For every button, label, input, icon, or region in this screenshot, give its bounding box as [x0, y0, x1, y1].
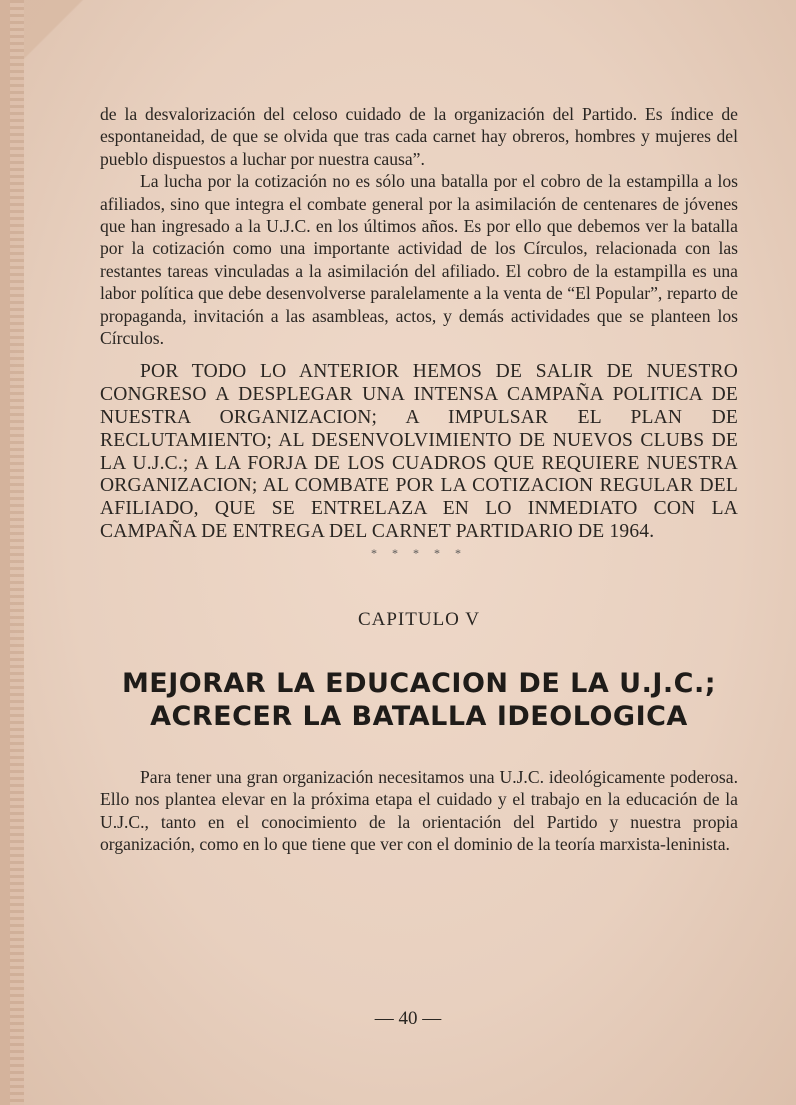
uppercase-paragraph: POR TODO LO ANTERIOR HEMOS DE SALIR DE NUESTRO CONGRESO A DESPLEGAR UNA INTENSA CAMPAÑA POLITICA DE NUESTRA ORGANIZACION; A IMPULSAR EL PLAN DE RECLUTAMIENTO; AL DESENVOLVIMIENTO DE NUEVOS CLUBS DE LA U.J.C.; A LA FORJA DE LOS CUADROS QUE REQUIERE NUESTRA ORGANIZACION; AL COMBATE POR LA COTIZACION REGULAR DEL AFILIADO, QUE SE ENTRELAZA EN LO INMEDIATO CON LA CAMPAÑA DE ENTREGA DEL CARNET PARTIDARIO DE 1964.	[100, 361, 738, 543]
section-separator: * * * * *	[371, 545, 467, 560]
page-spine-edge	[10, 0, 24, 1105]
chapter-heading	[94, 667, 744, 733]
page-content	[100, 103, 738, 855]
page-number: — 40 —	[374, 1008, 442, 1029]
body-paragraph-1: de la desvalorización del celoso cuidado de la organización del Partido. Es índice de espontaneidad, de que se olvida que tras cada carnet hay obreros, hombres y mujeres del pueblo dispuestos a luchar por nuestra causa”.	[100, 104, 738, 169]
folded-corner	[24, 0, 84, 60]
chapter-heading-line-1: MEJORAR LA EDUCACION DE LA U.J.C.;	[121, 667, 717, 699]
chapter-label: CAPITULO V	[357, 608, 481, 630]
body-paragraph-2: La lucha por la cotización no es sólo una batalla por el cobro de la estampilla a los afiliados, sino que integra el combate general por la asimilación de centenares de jóvenes que han ingresado a la U.J.C. en los últimos años. Es por ello que debemos ver la batalla por la cotización como una importante actividad de los Círculos, relacionada con las restantes tareas vinculadas a la asimilación del afiliado. El cobro de la estampilla es una labor política que debe desenvolverse paralelamente a la venta de “El Popular”, reparto de propaganda, invitación a las asambleas, actos, y demás actividades que se planteen los Círculos.	[100, 171, 738, 349]
chapter-heading-line-2: ACRECER LA BATALLA IDEOLOGICA	[150, 700, 688, 732]
chapter-paragraph-1: Para tener una gran organización necesitamos una U.J.C. ideológicamente poderosa. Ello nos plantea elevar en la próxima etapa el cuidado y el trabajo en la educación de la U.J.C., tanto en el conocimiento de la orientación del Partido y nuestra propia organización, como en lo que tiene que ver con el dominio de la teoría marxista-leninista.	[100, 766, 738, 855]
